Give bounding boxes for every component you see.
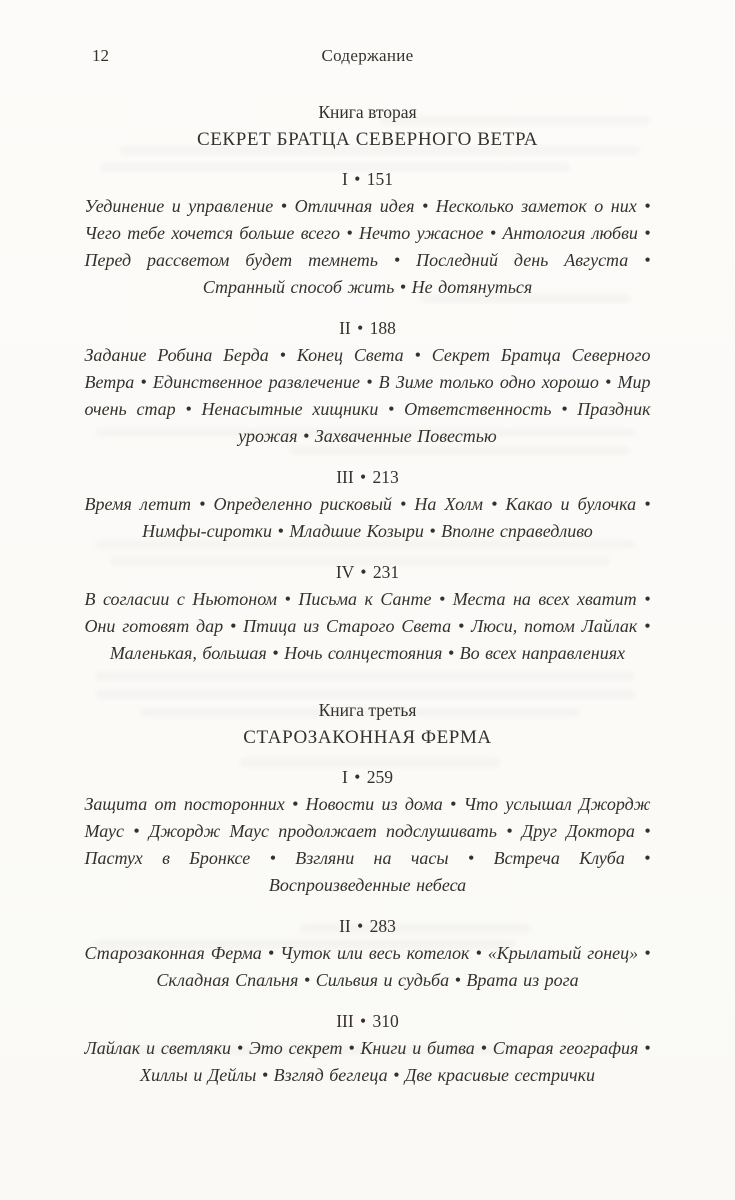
page-header: [0, 0, 735, 69]
chapter-heading: IV • 231: [335, 562, 400, 582]
running-title: Содержание: [321, 46, 414, 65]
chapter-description: Уединение и управление • Отличная идея • Несколько заметок о них • Чего тебе хочется больше всего • Нечто ужасное • Антология любви • Перед рассветом будет темнеть • Последний день Августа • Странный способ жить • Не дотянуться: [84, 196, 651, 297]
chapter-description: Время летит • Определенно рисковый • На Холм • Какао и булочка • Нимфы-сиротки • Младшие Козыри • Вполне справедливо: [84, 494, 651, 541]
chapter-heading: I • 259: [342, 767, 393, 787]
chapter-description: Защита от посторонних • Новости из дома • Что услышал Джордж Маус • Джордж Маус продолжает подслушивать • Друг Доктора • Пастух в Бронксе • Взгляни на часы • Встреча Клуба • Воспроизведенные небеса: [84, 794, 651, 895]
page-number: 12: [92, 46, 109, 65]
book-title: СТАРОЗАКОННАЯ ФЕРМА: [243, 727, 492, 748]
chapter-heading: I • 151: [342, 169, 393, 189]
chapter-description: Задание Робина Берда • Конец Света • Секрет Братца Северного Ветра • Единственное развлечение • В Зиме только одно хорошо • Мир очень стар • Ненасытные хищники • Ответственность • Праздник урожая • Захваченные Повестью: [84, 345, 651, 446]
chapter-heading: II • 188: [339, 318, 396, 338]
chapter-description: В согласии с Ньютоном • Письма к Санте • Места на всех хватит • Они готовят дар • Птица из Старого Света • Люси, потом Лайлак • Маленькая, большая • Ночь солнцестояния • Во всех направлениях: [84, 589, 651, 663]
chapter-heading: III • 213: [336, 467, 399, 487]
book-label: Книга вторая: [318, 102, 417, 122]
book-label: Книга третья: [318, 700, 417, 720]
chapter-heading: II • 283: [339, 916, 396, 936]
chapter-description: Старозаконная Ферма • Чуток или весь котелок • «Крылатый гонец» • Складная Спальня • Сильвия и судьба • Врата из рога: [84, 943, 651, 990]
chapter-heading: III • 310: [336, 1011, 399, 1031]
chapter-description: Лайлак и светляки • Это секрет • Книги и битва • Старая география • Хиллы и Дейлы • Взгляд беглеца • Две красивые сестрички: [84, 1038, 651, 1085]
toc-content: [85, 99, 651, 1089]
book-title: СЕКРЕТ БРАТЦА СЕВЕРНОГО ВЕТРА: [196, 129, 539, 150]
